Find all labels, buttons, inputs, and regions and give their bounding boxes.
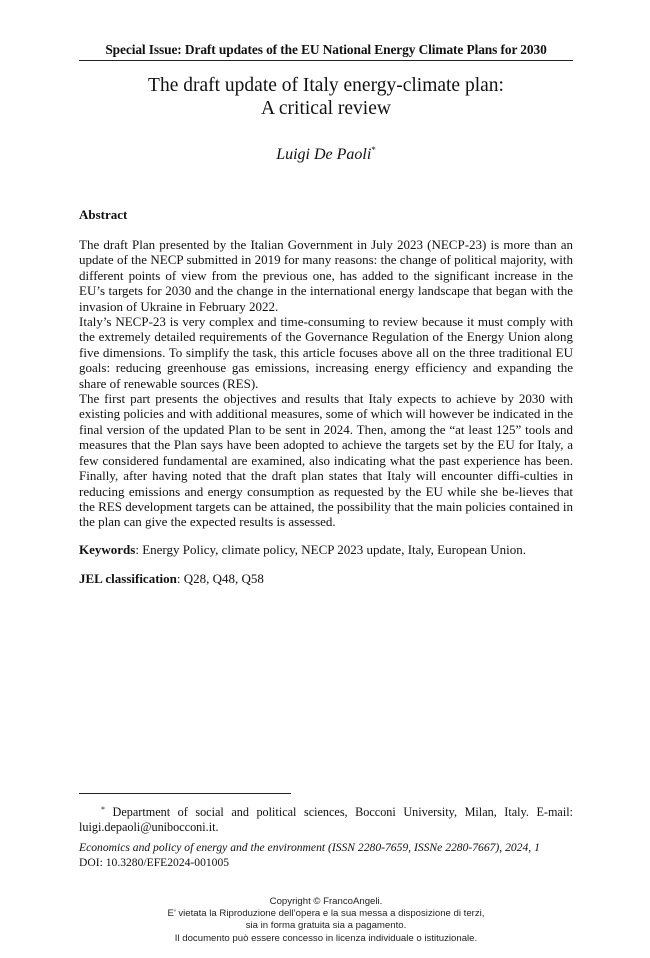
copyright-line-2: E’ vietata la Riproduzione dell’opera e la sua messa a disposizione di terzi, [167, 908, 485, 920]
abstract-body [79, 237, 573, 530]
keywords-label: Keywords [79, 542, 136, 557]
running-head: Special Issue: Draft updates of the EU National Energy Climate Plans for 2030 [105, 42, 547, 57]
keywords [79, 542, 573, 557]
copyright-line-3: sia in forma gratuita sia a pagamento. [245, 920, 407, 932]
title-line-2: A critical review [261, 98, 391, 119]
jel-text: : Q28, Q48, Q58 [176, 571, 264, 586]
author-name: Luigi De Paoli [276, 146, 372, 163]
footnote-text: Department of social and political sciences, Bocconi University, Milan, Italy. E-mail: luigi.depaoli@unibocconi.it. [79, 805, 573, 834]
footnote-rule [79, 793, 291, 794]
keywords-text: : Energy Policy, climate policy, NECP 2023 update, Italy, European Union. [135, 542, 526, 557]
abstract-heading: Abstract [79, 207, 128, 222]
author-footnote [79, 802, 573, 835]
copyright-line-4: Il documento può essere concesso in licenza individuale o istituzionale. [174, 932, 478, 944]
abstract-paragraph-3: The first part presents the objectives and results that Italy expects to achieve by 2030 with existing policies and with additional measures, some of which will however be indicated in the final version of the updated Plan to be sent in 2024. Then, among the “at least 125” tools and measures that the Plan says have been adopted to achieve the targets set by the EU for Italy, a few considered fundamental are examined, also indicating what the past experience has been. Finally, after having noted that the draft plan states that Italy will encounter diffi-culties in reducing emissions and energy consumption as requested by the EU while she be-lieves that the RES development targets can be attained, the possibility that the main policies contained in the plan can give the expected results is assessed. [79, 391, 573, 530]
article-title [79, 74, 573, 120]
copyright-notice [79, 896, 573, 945]
journal-reference: Economics and policy of energy and the environment (ISSN 2280-7659, ISSNe 2280-7667), 2024, 1 [79, 841, 540, 854]
title-line-1: The draft update of Italy energy-climate plan: [148, 75, 504, 96]
jel-label: JEL classification [79, 571, 177, 586]
jel-classification [79, 571, 573, 586]
journal-citation [79, 841, 573, 870]
copyright-line-1: Copyright © FrancoAngeli. [269, 896, 383, 907]
abstract-paragraph-1: The draft Plan presented by the Italian Government in July 2023 (NECP-23) is more than an update of the NECP submitted in 2019 for many reasons: the change of political majority, with different points of view from the previous one, has added to the significant increase in the EU’s targets for 2030 and the change in the international energy landscape that began with the invasion of Ukraine in February 2022. [79, 237, 573, 314]
header-rule [79, 60, 573, 61]
abstract-paragraph-2: Italy’s NECP-23 is very complex and time-consuming to review because it must comply with the extremely detailed requirements of the Governance Regulation of the Energy Union along five dimensions. To simplify the task, this article focuses above all on the three traditional EU goals: reducing greenhouse gas emissions, increasing energy efficiency and expanding the share of renewable sources (RES). [79, 314, 573, 391]
author-footnote-mark: * [371, 145, 376, 155]
doi: DOI: 10.3280/EFE2024-001005 [79, 855, 230, 869]
author [79, 145, 573, 164]
footnote-mark: * [101, 805, 105, 814]
